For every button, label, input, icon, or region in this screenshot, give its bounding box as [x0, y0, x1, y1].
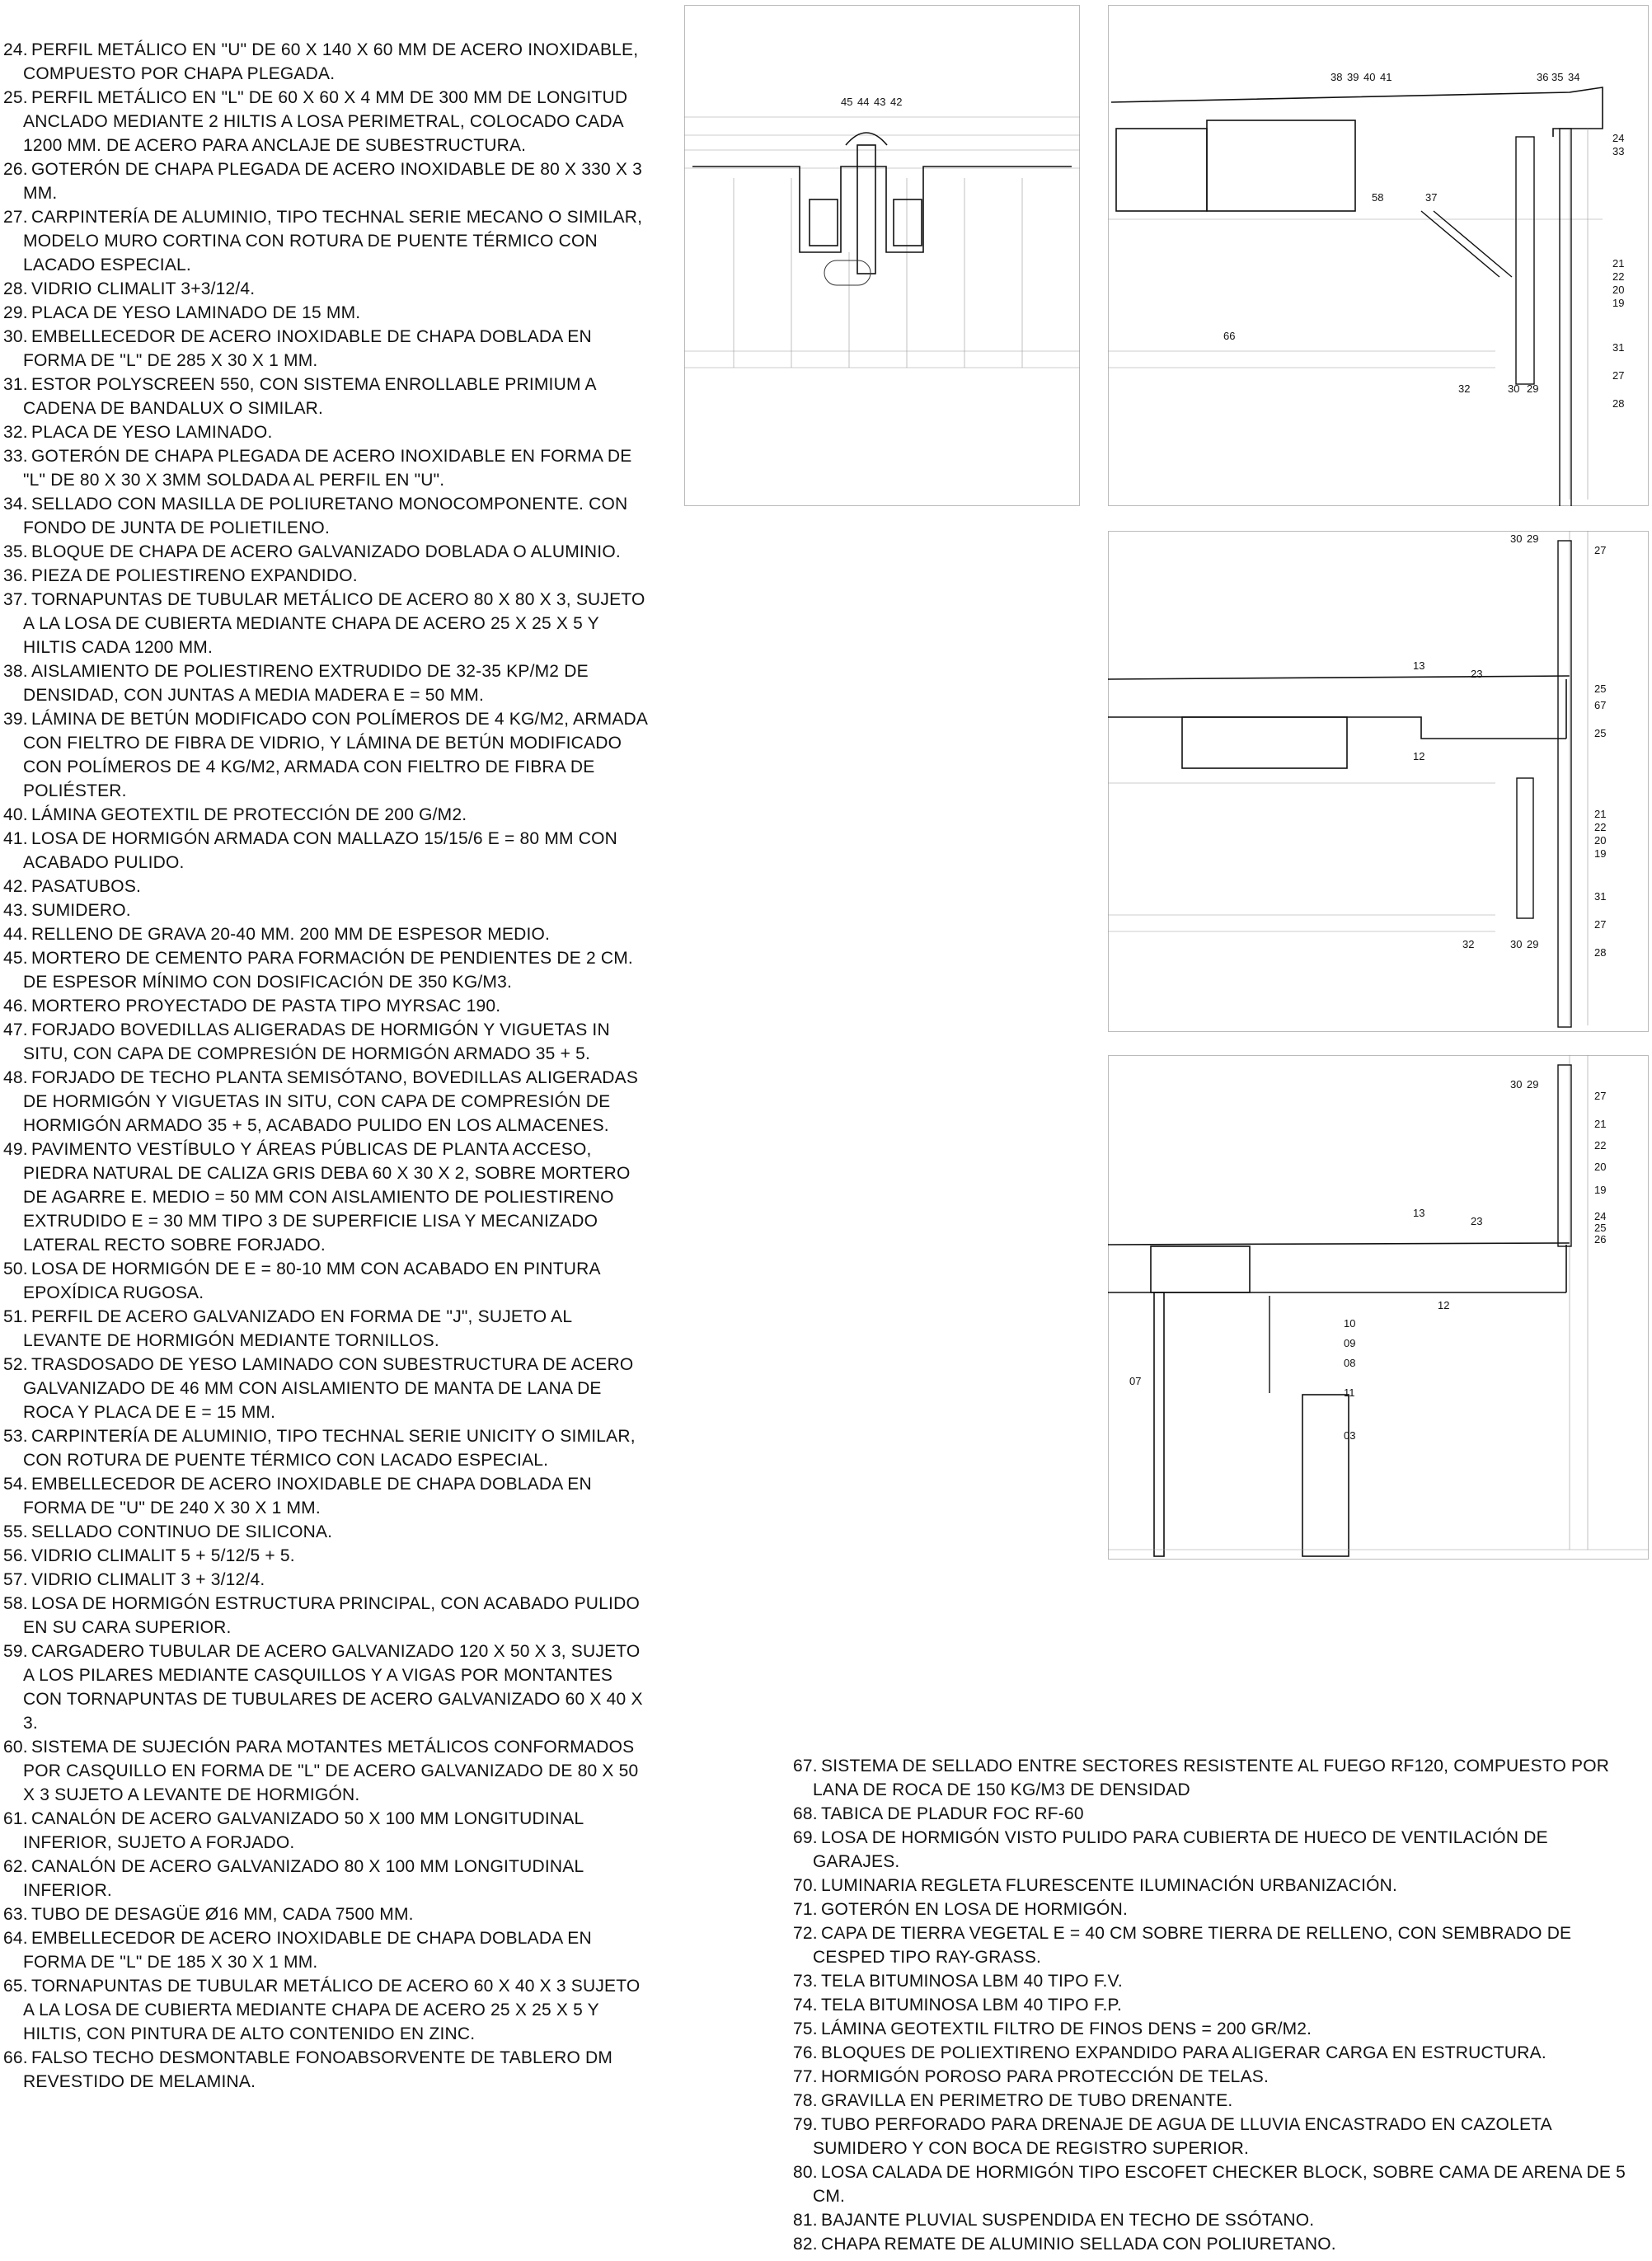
ground-floor-svg	[1108, 1055, 1649, 1560]
drawing-tag: 29	[1527, 1078, 1539, 1091]
drawing-tag: 41	[1380, 71, 1392, 83]
detail-drawing-roof-drain	[684, 5, 1080, 506]
legend-item-number: 63.	[3, 1905, 28, 1924]
drawing-tag: 42	[890, 96, 903, 108]
legend-item	[3, 827, 655, 875]
drawing-tag: 27	[1594, 544, 1607, 556]
legend-item-number: 51.	[3, 1307, 28, 1326]
drawing-tag: 25	[1594, 1222, 1607, 1234]
drawing-tag: 23	[1471, 1215, 1483, 1227]
drawing-tag: 13	[1413, 1207, 1425, 1219]
legend-item-number: 65.	[3, 1977, 28, 1996]
drawing-tag: 44	[857, 96, 870, 108]
legend-item-text: FORJADO BOVEDILLAS ALIGERADAS DE HORMIGÓN Y VIGUETAS IN SITU, CON CAPA DE COMPRESIÓN DE HORMIGÓN ARMADO 35 + 5.	[23, 1020, 610, 1063]
drawing-tag: 23	[1471, 668, 1483, 680]
legend-item-text: ESTOR POLYSCREEN 550, CON SISTEMA ENROLLABLE PRIMIUM A CADENA DE BANDALUX O SIMILAR.	[23, 375, 596, 418]
legend-item	[793, 1993, 1626, 2017]
drawing-tag: 12	[1413, 750, 1425, 762]
legend-item-text: VIDRIO CLIMALIT 5 + 5/12/5 + 5.	[31, 1546, 295, 1565]
legend-item-number: 70.	[793, 1876, 818, 1895]
drawing-tag: 25	[1594, 683, 1607, 695]
legend-item-text: FALSO TECHO DESMONTABLE FONOABSORVENTE DE TABLERO DM REVESTIDO DE MELAMINA.	[23, 2048, 613, 2091]
legend-item-number: 50.	[3, 1259, 28, 1278]
legend-item-number: 77.	[793, 2067, 818, 2086]
drawing-tag: 24	[1594, 1210, 1607, 1222]
legend-item-text: SUMIDERO.	[31, 901, 131, 920]
legend-item	[3, 540, 655, 564]
legend-item-text: GOTERÓN DE CHAPA PLEGADA DE ACERO INOXIDABLE EN FORMA DE "L" DE 80 X 30 X 3MM SOLDADA AL PERFIL EN "U".	[23, 447, 632, 490]
legend-item-number: 78.	[793, 2091, 818, 2110]
legend-item-text: BLOQUES DE POLIEXTIRENO EXPANDIDO PARA ALIGERAR CARGA EN ESTRUCTURA.	[821, 2043, 1546, 2062]
drawing-tag: 03	[1344, 1429, 1356, 1442]
legend-item-text: HORMIGÓN POROSO PARA PROTECCIÓN DE TELAS.	[821, 2067, 1270, 2086]
drawing-tag: 33	[1612, 145, 1625, 157]
legend-item-number: 55.	[3, 1522, 28, 1541]
drawing-tag: 21	[1594, 808, 1607, 820]
legend-item	[793, 1826, 1626, 1874]
drawing-tag: 20	[1594, 1161, 1607, 1173]
legend-item-text: TORNAPUNTAS DE TUBULAR METÁLICO DE ACERO 60 X 40 X 3 SUJETO A LA LOSA DE CUBIERTA MEDIANTE CHAPA DE ACERO 25 X 25 X 5 Y HILTIS, CON PINTURA DE ALTO CONTENIDO EN ZINC.	[23, 1977, 641, 2043]
legend-item	[3, 1735, 655, 1807]
legend-item	[3, 157, 655, 205]
legend-item-text: GOTERÓN DE CHAPA PLEGADA DE ACERO INOXIDABLE DE 80 X 330 X 3 MM.	[23, 160, 643, 203]
legend-item-number: 75.	[793, 2019, 818, 2038]
legend-item-number: 30.	[3, 327, 28, 346]
legend-item-number: 57.	[3, 1570, 28, 1589]
legend-item	[3, 1855, 655, 1902]
drawing-tag: 29	[1527, 938, 1539, 950]
legend-item	[3, 1568, 655, 1592]
legend-item-text: LÁMINA GEOTEXTIL FILTRO DE FINOS DENS = 200 GR/M2.	[821, 2019, 1312, 2038]
drawing-tag: 27	[1594, 1090, 1607, 1102]
legend-item	[793, 2160, 1626, 2208]
drawing-tag: 10	[1344, 1317, 1356, 1330]
legend-item-text: PLACA DE YESO LAMINADO DE 15 MM.	[31, 303, 361, 322]
legend-item-text: TUBO PERFORADO PARA DRENAJE DE AGUA DE LLUVIA ENCASTRADO EN CAZOLETA SUMIDERO Y CON BOCA DE REGISTRO SUPERIOR.	[813, 2115, 1551, 2158]
legend-item-text: CANALÓN DE ACERO GALVANIZADO 80 X 100 MM LONGITUDINAL INFERIOR.	[23, 1857, 584, 1900]
drawing-tag: 19	[1594, 847, 1607, 860]
legend-item-number: 36.	[3, 566, 28, 585]
legend-item-number: 47.	[3, 1020, 28, 1039]
legend-item-number: 34.	[3, 495, 28, 514]
legend-item-number: 62.	[3, 1857, 28, 1876]
drawing-tag: 21	[1594, 1118, 1607, 1130]
drawing-tag: 37	[1425, 191, 1438, 204]
legend-item-text: LUMINARIA REGLETA FLURESCENTE ILUMINACIÓN URBANIZACIÓN.	[821, 1876, 1398, 1895]
legend-item	[3, 1353, 655, 1424]
legend-item-number: 54.	[3, 1475, 28, 1494]
legend-item-number: 41.	[3, 829, 28, 848]
legend-item-number: 64.	[3, 1929, 28, 1948]
legend-item-number: 45.	[3, 949, 28, 968]
legend-item-text: LOSA CALADA DE HORMIGÓN TIPO ESCOFET CHECKER BLOCK, SOBRE CAMA DE ARENA DE 5 CM.	[813, 2163, 1626, 2206]
drawing-tag: 39	[1347, 71, 1359, 83]
legend-item-number: 81.	[793, 2211, 818, 2230]
legend-item-text: BLOQUE DE CHAPA DE ACERO GALVANIZADO DOBLADA O ALUMINIO.	[31, 542, 621, 561]
legend-item-text: PLACA DE YESO LAMINADO.	[31, 423, 273, 442]
drawing-tag: 08	[1344, 1357, 1356, 1369]
legend-item-number: 26.	[3, 160, 28, 179]
legend-item-text: VIDRIO CLIMALIT 3 + 3/12/4.	[31, 1570, 265, 1589]
legend-item	[3, 1926, 655, 1974]
legend-item-number: 48.	[3, 1068, 28, 1087]
legend-item	[3, 1902, 655, 1926]
legend-item	[3, 373, 655, 420]
legend-item-text: CHAPA REMATE DE ALUMINIO SELLADA CON POLIURETANO.	[821, 2235, 1336, 2254]
legend-item-text: PIEZA DE POLIESTIRENO EXPANDIDO.	[31, 566, 358, 585]
legend-item	[3, 1066, 655, 1138]
legend-item-text: MORTERO DE CEMENTO PARA FORMACIÓN DE PENDIENTES DE 2 CM. DE ESPESOR MÍNIMO CON DOSIFICACIÓN DE 350 KG/M3.	[23, 949, 633, 992]
legend-item-text: SISTEMA DE SELLADO ENTRE SECTORES RESISTENTE AL FUEGO RF120, COMPUESTO POR LANA DE ROCA DE 150 KG/M3 DE DENSIDAD	[813, 1757, 1610, 1799]
drawing-tag: 21	[1612, 257, 1625, 270]
legend-item	[3, 707, 655, 803]
legend-item-text: TRASDOSADO DE YESO LAMINADO CON SUBESTRUCTURA DE ACERO GALVANIZADO DE 46 MM CON AISLAMIENTO DE MANTA DE LANA DE ROCA Y PLACA DE E = 15 MM.	[23, 1355, 634, 1422]
legend-item-number: 80.	[793, 2163, 818, 2182]
drawing-tag: 11	[1344, 1386, 1355, 1399]
legend-item	[3, 1544, 655, 1568]
legend-item-number: 37.	[3, 590, 28, 609]
drawing-tag: 12	[1438, 1299, 1450, 1311]
legend-item	[3, 277, 655, 301]
legend-item-text: MORTERO PROYECTADO DE PASTA TIPO MYRSAC 190.	[31, 997, 501, 1016]
drawing-tag: 45	[841, 96, 853, 108]
detail-drawing-roof-edge	[1108, 5, 1649, 506]
legend-item	[3, 1257, 655, 1305]
drawing-tag: 28	[1594, 946, 1607, 959]
legend-item-text: PERFIL METÁLICO EN "U" DE 60 X 140 X 60 MM DE ACERO INOXIDABLE, COMPUESTO POR CHAPA PLEGADA.	[23, 40, 639, 83]
legend-item-number: 76.	[793, 2043, 818, 2062]
legend-item-number: 38.	[3, 662, 28, 681]
legend-item-text: PASATUBOS.	[31, 877, 142, 896]
legend-item	[3, 1472, 655, 1520]
drawing-tag: 25	[1594, 727, 1607, 739]
legend-item-text: GOTERÓN EN LOSA DE HORMIGÓN.	[821, 1900, 1128, 1919]
legend-item-number: 72.	[793, 1924, 818, 1943]
legend-item-number: 29.	[3, 303, 28, 322]
legend-item-text: FORJADO DE TECHO PLANTA SEMISÓTANO, BOVEDILLAS ALIGERADAS DE HORMIGÓN Y VIGUETAS IN SITU, CON CAPA DE COMPRESIÓN DE HORMIGÓN ARMADO 35 + 5, ACABADO PULIDO EN LOS ALMACENES.	[23, 1068, 639, 1135]
legend-item	[793, 1874, 1626, 1897]
legend-item-number: 61.	[3, 1809, 28, 1828]
legend-item	[3, 301, 655, 325]
legend-item-text: EMBELLECEDOR DE ACERO INOXIDABLE DE CHAPA DOBLADA EN FORMA DE "U" DE 240 X 30 X 1 MM.	[23, 1475, 592, 1517]
drawing-tag: 29	[1527, 382, 1539, 395]
legend-left	[3, 38, 655, 2094]
drawing-tag: 30	[1508, 382, 1520, 395]
legend-item	[3, 564, 655, 588]
drawing-tag: 36	[1537, 71, 1549, 83]
legend-item-text: TUBO DE DESAGÜE Ø16 MM, CADA 7500 MM.	[31, 1905, 414, 1924]
legend-item	[3, 1424, 655, 1472]
legend-item-text: LOSA DE HORMIGÓN DE E = 80-10 MM CON ACABADO EN PINTURA EPOXÍDICA RUGOSA.	[23, 1259, 600, 1302]
legend-item-number: 24.	[3, 40, 28, 59]
legend-item-number: 28.	[3, 279, 28, 298]
drawing-tag: 38	[1331, 71, 1343, 83]
legend-item-number: 27.	[3, 208, 28, 227]
drawing-tag: 09	[1344, 1337, 1356, 1349]
legend-item-number: 46.	[3, 997, 28, 1016]
legend-item-text: EMBELLECEDOR DE ACERO INOXIDABLE DE CHAPA DOBLADA EN FORMA DE "L" DE 185 X 30 X 1 MM.	[23, 1929, 592, 1972]
legend-item-text: TELA BITUMINOSA LBM 40 TIPO F.P.	[821, 1996, 1123, 2015]
legend-item	[3, 444, 655, 492]
drawing-tag: 67	[1594, 699, 1607, 711]
legend-item	[793, 2208, 1626, 2232]
legend-item	[793, 1921, 1626, 1969]
legend-item-number: 74.	[793, 1996, 818, 2015]
legend-item	[3, 86, 655, 157]
legend-item-number: 43.	[3, 901, 28, 920]
legend-item	[3, 922, 655, 946]
legend-item-text: BAJANTE PLUVIAL SUSPENDIDA EN TECHO DE SSÓTANO.	[821, 2211, 1315, 2230]
drawing-tag: 29	[1527, 532, 1539, 545]
legend-item	[793, 1754, 1626, 1802]
legend-item-text: CARPINTERÍA DE ALUMINIO, TIPO TECHNAL SERIE MECANO O SIMILAR, MODELO MURO CORTINA CON ROTURA DE PUENTE TÉRMICO CON LACADO ESPECIAL.	[23, 208, 643, 274]
legend-item-text: PERFIL METÁLICO EN "L" DE 60 X 60 X 4 MM DE 300 MM DE LONGITUD ANCLADO MEDIANTE 2 HILTIS A LOSA PERIMETRAL, COLOCADO CADA 1200 MM. DE ACERO PARA ANCLAJE DE SUBESTRUCTURA.	[23, 88, 628, 155]
legend-item-text: LÁMINA DE BETÚN MODIFICADO CON POLÍMEROS DE 4 KG/M2, ARMADA CON FIELTRO DE FIBRA DE VIDRIO, Y LÁMINA DE BETÚN MODIFICADO CON POLÍMEROS DE 4 KG/M2, ARMADA CON FIELTRO DE FIBRA DE POLIÉSTER.	[23, 710, 647, 800]
legend-item	[3, 588, 655, 659]
legend-item-text: PAVIMENTO VESTÍBULO Y ÁREAS PÚBLICAS DE PLANTA ACCESO, PIEDRA NATURAL DE CALIZA GRIS DEBA 60 X 30 X 2, SOBRE MORTERO DE AGARRE E. MEDIO = 50 MM CON AISLAMIENTO DE POLIESTIRENO EXTRUDIDO E = 30 MM TIPO 3 DE SUPERFICIE LISA Y MECANIZADO LATERAL RECTO SOBRE FORJADO.	[23, 1140, 631, 1255]
legend-item	[793, 2041, 1626, 2065]
drawing-tag: 22	[1612, 270, 1625, 283]
legend-item	[3, 946, 655, 994]
legend-item-text: CAPA DE TIERRA VEGETAL E = 40 CM SOBRE TIERRA DE RELLENO, CON SEMBRADO DE CESPED TIPO RAY-GRASS.	[813, 1924, 1572, 1967]
legend-item	[3, 325, 655, 373]
legend-item-text: CARPINTERÍA DE ALUMINIO, TIPO TECHNAL SERIE UNICITY O SIMILAR, CON ROTURA DE PUENTE TÉRMICO CON LACADO ESPECIAL.	[23, 1427, 636, 1470]
drawing-tag: 34	[1568, 71, 1580, 83]
legend-item	[793, 1802, 1626, 1826]
legend-item	[3, 803, 655, 827]
legend-item	[793, 1897, 1626, 1921]
drawing-tag: 07	[1129, 1375, 1142, 1387]
legend-item-number: 52.	[3, 1355, 28, 1374]
legend-item	[793, 1969, 1626, 1993]
legend-item	[3, 38, 655, 86]
drawing-tag: 28	[1612, 397, 1625, 410]
legend-item	[3, 1138, 655, 1257]
legend-item-text: EMBELLECEDOR DE ACERO INOXIDABLE DE CHAPA DOBLADA EN FORMA DE "L" DE 285 X 30 X 1 MM.	[23, 327, 592, 370]
legend-item-text: RELLENO DE GRAVA 20-40 MM. 200 MM DE ESPESOR MEDIO.	[31, 925, 551, 944]
legend-item-number: 49.	[3, 1140, 28, 1159]
legend-item	[3, 1018, 655, 1066]
legend-item	[3, 659, 655, 707]
detail-drawing-slab-edge	[1108, 531, 1649, 1032]
legend-item-number: 33.	[3, 447, 28, 466]
drawing-tag: 43	[874, 96, 886, 108]
legend-item-text: LOSA DE HORMIGÓN VISTO PULIDO PARA CUBIERTA DE HUECO DE VENTILACIÓN DE GARAJES.	[813, 1828, 1548, 1871]
drawing-tag: 22	[1594, 1139, 1607, 1152]
detail-drawing-ground-floor	[1108, 1055, 1649, 1560]
legend-item-number: 32.	[3, 423, 28, 442]
legend-item	[3, 1974, 655, 2046]
legend-item-text: SISTEMA DE SUJECIÓN PARA MOTANTES METÁLICOS CONFORMADOS POR CASQUILLO EN FORMA DE "L" DE ACERO GALVANIZADO DE 80 X 50 X 3 SUJETO A LEVANTE DE HORMIGÓN.	[23, 1738, 639, 1804]
legend-item-number: 73.	[793, 1972, 818, 1991]
legend-item-number: 56.	[3, 1546, 28, 1565]
legend-item-number: 60.	[3, 1738, 28, 1757]
legend-item-number: 79.	[793, 2115, 818, 2134]
legend-right	[793, 1754, 1626, 2256]
legend-item	[3, 898, 655, 922]
drawing-tag: 19	[1594, 1184, 1607, 1196]
legend-item-number: 69.	[793, 1828, 818, 1847]
legend-item	[3, 1520, 655, 1544]
legend-item-number: 40.	[3, 805, 28, 824]
legend-item-text: TABICA DE PLADUR FOC RF-60	[821, 1804, 1084, 1823]
legend-item	[793, 2232, 1626, 2256]
legend-item-number: 44.	[3, 925, 28, 944]
drawing-tag: 13	[1413, 659, 1425, 672]
legend-item-text: LOSA DE HORMIGÓN ESTRUCTURA PRINCIPAL, CON ACABADO PULIDO EN SU CARA SUPERIOR.	[23, 1594, 640, 1637]
legend-item-text: SELLADO CON MASILLA DE POLIURETANO MONOCOMPONENTE. CON FONDO DE JUNTA DE POLIETILENO.	[23, 495, 628, 537]
legend-item-text: CARGADERO TUBULAR DE ACERO GALVANIZADO 120 X 50 X 3, SUJETO A LOS PILARES MEDIANTE CASQUILLOS Y A VIGAS POR MONTANTES CON TORNAPUNTAS DE TUBULARES DE ACERO GALVANIZADO 60 X 40 X 3.	[23, 1642, 643, 1733]
legend-item-number: 35.	[3, 542, 28, 561]
drawing-tag: 20	[1594, 834, 1607, 847]
legend-item	[793, 2113, 1626, 2160]
drawing-tag: 19	[1612, 297, 1625, 309]
legend-item-number: 25.	[3, 88, 28, 107]
drawing-tag: 31	[1612, 341, 1625, 354]
drawing-tag: 32	[1462, 938, 1475, 950]
legend-item	[793, 2065, 1626, 2089]
legend-item-number: 39.	[3, 710, 28, 729]
legend-item-number: 82.	[793, 2235, 818, 2254]
legend-item-text: TELA BITUMINOSA LBM 40 TIPO F.V.	[821, 1972, 1123, 1991]
drawing-tag: 22	[1594, 821, 1607, 833]
slab-edge-svg	[1108, 531, 1649, 1032]
legend-item-text: TORNAPUNTAS DE TUBULAR METÁLICO DE ACERO 80 X 80 X 3, SUJETO A LA LOSA DE CUBIERTA MEDIANTE CHAPA DE ACERO 25 X 25 X 5 Y HILTIS CADA 1200 MM.	[23, 590, 645, 657]
legend-item	[3, 420, 655, 444]
legend-item	[3, 994, 655, 1018]
legend-item	[3, 1639, 655, 1735]
legend-item	[3, 205, 655, 277]
roof-drain-svg	[684, 5, 1080, 506]
roof-edge-svg	[1108, 5, 1649, 506]
legend-item	[3, 492, 655, 540]
drawing-tag: 31	[1594, 890, 1607, 903]
legend-item	[793, 2089, 1626, 2113]
legend-item	[3, 875, 655, 898]
drawing-tag: 27	[1594, 918, 1607, 931]
legend-item-number: 53.	[3, 1427, 28, 1446]
legend-item	[3, 1305, 655, 1353]
legend-item-number: 59.	[3, 1642, 28, 1661]
legend-item-number: 31.	[3, 375, 28, 394]
drawing-tag: 20	[1612, 284, 1625, 296]
drawing-tag: 24	[1612, 132, 1625, 144]
legend-item-number: 67.	[793, 1757, 818, 1775]
drawing-tag: 30	[1510, 1078, 1523, 1091]
legend-item	[3, 1807, 655, 1855]
legend-item-text: PERFIL DE ACERO GALVANIZADO EN FORMA DE "J", SUJETO AL LEVANTE DE HORMIGÓN MEDIANTE TORNILLOS.	[23, 1307, 572, 1350]
legend-item-text: GRAVILLA EN PERIMETRO DE TUBO DRENANTE.	[821, 2091, 1233, 2110]
legend-item-text: LOSA DE HORMIGÓN ARMADA CON MALLAZO 15/15/6 E = 80 MM CON ACABADO PULIDO.	[23, 829, 618, 872]
legend-item-text: CANALÓN DE ACERO GALVANIZADO 50 X 100 MM LONGITUDINAL INFERIOR, SUJETO A FORJADO.	[23, 1809, 584, 1852]
legend-item	[3, 1592, 655, 1639]
legend-item-number: 68.	[793, 1804, 818, 1823]
legend-item-number: 42.	[3, 877, 28, 896]
drawing-tag: 35	[1551, 71, 1564, 83]
legend-item-text: VIDRIO CLIMALIT 3+3/12/4.	[31, 279, 256, 298]
legend-item-number: 66.	[3, 2048, 28, 2067]
drawing-tag: 40	[1363, 71, 1376, 83]
legend-item-text: SELLADO CONTINUO DE SILICONA.	[31, 1522, 333, 1541]
drawing-tag: 30	[1510, 532, 1523, 545]
drawing-tag: 58	[1372, 191, 1384, 204]
drawing-tag: 26	[1594, 1233, 1607, 1245]
drawing-tag: 32	[1458, 382, 1471, 395]
legend-item-number: 58.	[3, 1594, 28, 1613]
legend-item	[3, 2046, 655, 2094]
drawing-tag: 66	[1223, 330, 1236, 342]
legend-item-number: 71.	[793, 1900, 818, 1919]
legend-item	[793, 2017, 1626, 2041]
legend-item-text: LÁMINA GEOTEXTIL DE PROTECCIÓN DE 200 G/M2.	[31, 805, 467, 824]
drawing-tag: 27	[1612, 369, 1625, 382]
legend-item-text: AISLAMIENTO DE POLIESTIRENO EXTRUDIDO DE 32-35 KP/M2 DE DENSIDAD, CON JUNTAS A MEDIA MADERA E = 50 MM.	[23, 662, 589, 705]
drawing-tag: 30	[1510, 938, 1523, 950]
